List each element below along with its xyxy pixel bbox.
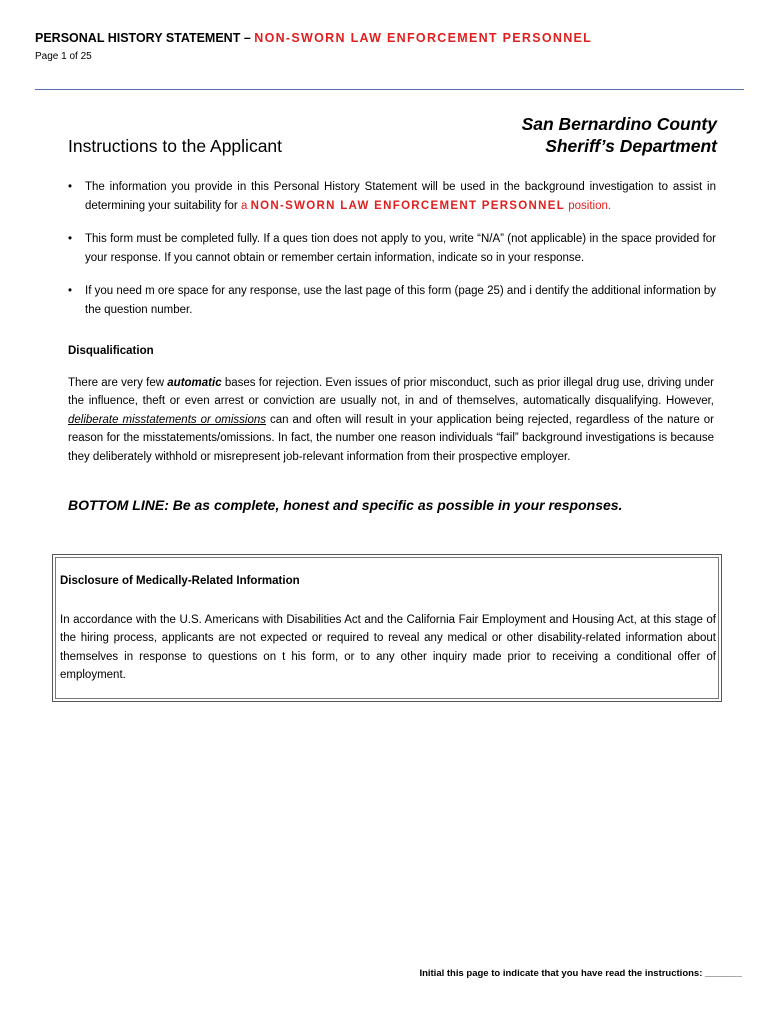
- disqualification-heading: Disqualification: [68, 345, 154, 357]
- list-item: • If you need m ore space for any response, use the last page of this form (page 25) and i dentify the additional information by the question number.: [68, 282, 716, 320]
- instructions-heading: Instructions to the Applicant: [68, 136, 283, 156]
- list-item: • The information you provide in this Personal History Statement will be used in the background investigation to assist in determining your suitability for a NON-SWORN LAW ENFORCEMENT PERSONNEL position.: [68, 178, 716, 216]
- bullet-icon: •: [68, 285, 73, 297]
- org-line-2: Sheriff’s Department: [545, 136, 717, 156]
- disqualification-paragraph: There are very few automatic bases for rejection. Even issues of prior misconduct, such as prior illegal drug use, driving under the influence, theft or even arrest or conviction are usually not, in and of themselves, automatically disqualifying. However, deliberate misstatements or omissions can and often will result in your application being rejected, regardless of the nature or reason for the misstatements/omissions. In fact, the number one reason individuals “fail” background investigations is because they deliberately withhold or misrepresent job-relevant information from their prospective employer.: [68, 377, 714, 463]
- header-divider: [35, 89, 744, 90]
- page-number: Page 1 of 25: [35, 51, 92, 62]
- initial-line[interactable]: Initial this page to indicate that you have read the instructions: _______: [419, 968, 742, 979]
- title-prefix: PERSONAL HISTORY STATEMENT –: [35, 31, 255, 45]
- bullet-icon: •: [68, 181, 73, 193]
- document-title: [35, 31, 592, 45]
- organization-name: [522, 113, 717, 157]
- bottom-line: BOTTOM LINE: Be as complete, honest and specific as possible in your responses.: [68, 497, 623, 513]
- org-line-1: San Bernardino County: [521, 114, 717, 134]
- instructions-list: [68, 178, 716, 334]
- title-highlight: NON-SWORN LAW ENFORCEMENT PERSONNEL: [254, 31, 593, 45]
- bullet-icon: •: [68, 233, 73, 245]
- disclosure-text: In accordance with the U.S. Americans with Disabilities Act and the California Fair Employment and Housing Act, at this stage of the hiring process, applicants are not expected or required to reveal any medical or other disability-related information about themselves in response to questions on t his form, or to any other inquiry made prior to receiving a conditional offer of employment.: [60, 614, 716, 682]
- disclosure-title: Disclosure of Medically-Related Information: [60, 575, 300, 587]
- list-item: • This form must be completed fully. If a ques tion does not apply to you, write “N/A” (not applicable) in the space provided for your response. If you cannot obtain or remember certain information, indicate so in your response.: [68, 230, 716, 268]
